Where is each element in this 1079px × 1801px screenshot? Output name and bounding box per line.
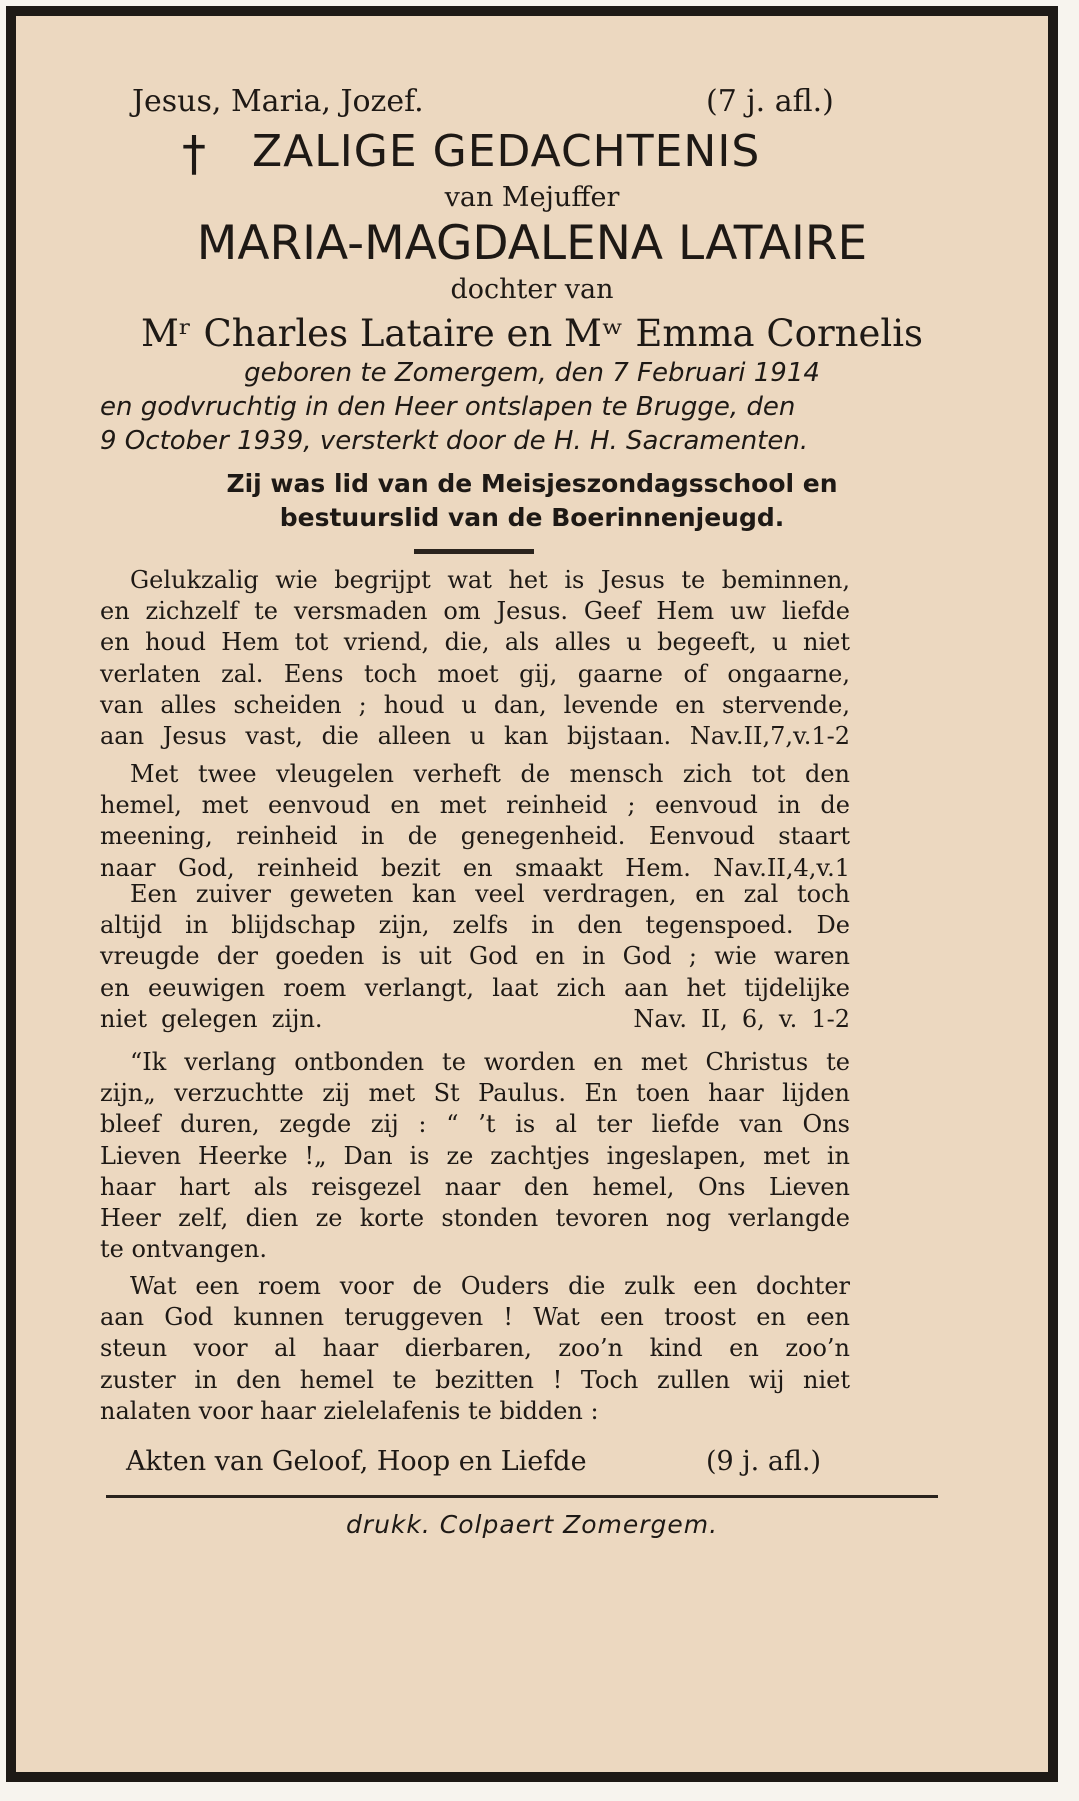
van-mejuffer: van Mejuffer bbox=[444, 182, 620, 213]
paragraph-4-line: “Ik verlang ontbonden te worden en met Christus te bbox=[130, 1048, 850, 1076]
bio-line-2: en godvruchtig in den Heer ontslapen te Brugge, den bbox=[100, 392, 796, 422]
invocation: Jesus, Maria, Jozef. bbox=[132, 84, 424, 119]
cross-icon: † bbox=[182, 126, 206, 182]
paragraph-4-line: zijn„ verzuchtte zij met St Paulus. En toen haar lijden bbox=[100, 1079, 850, 1108]
paragraph-1-line: verlaten zal. Eens toch moet gij, gaarne of ongaarne, bbox=[100, 659, 850, 688]
paragraph-1-line: en zichzelf te versmaden om Jesus. Geef Hem uw liefde bbox=[100, 597, 850, 626]
paragraph-4-line: haar hart als reisgezel naar den hemel, Ons Lieven bbox=[100, 1172, 850, 1201]
paragraph-2-line: Met twee vleugelen verheft de mensch zich tot den bbox=[130, 760, 850, 788]
paragraph-4-line: Lieven Heerke !„ Dan is ze zachtjes ingeslapen, met in bbox=[100, 1141, 850, 1170]
heading: ZALIGE GEDACHTENIS bbox=[252, 126, 761, 177]
paragraph-3-line: Een zuiver geweten kan veel verdragen, en zal toch bbox=[130, 880, 850, 908]
indulgence-bottom: (9 j. afl.) bbox=[706, 1446, 822, 1477]
paragraph-2-line: hemel, met eenvoud en met reinheid ; eenvoud in de bbox=[100, 791, 850, 820]
paragraph-5-line: Wat een roem voor de Ouders die zulk een dochter bbox=[130, 1272, 850, 1300]
paragraph-3-line: niet gelegen zijn. Nav. II, 6, v. 1-2 bbox=[100, 1004, 850, 1033]
paragraph-1-line: aan Jesus vast, die alleen u kan bijstaan. Nav.II,7,v.1-2 bbox=[100, 722, 850, 750]
memorial-card bbox=[6, 6, 1058, 1782]
paragraph-5-line: zuster in den hemel te bezitten ! Toch zullen wij niet bbox=[100, 1365, 850, 1394]
membership-line-1: Zij was lid van de Meisjeszondagsschool en bbox=[226, 469, 838, 498]
deceased-name: MARIA-MAGDALENA LATAIRE bbox=[196, 216, 868, 271]
paragraph-5-line: steun voor al haar dierbaren, zoo’n kind en zoo’n bbox=[100, 1334, 850, 1363]
paragraph-5-line: aan God kunnen teruggeven ! Wat een troost en een bbox=[100, 1303, 850, 1332]
separator-long bbox=[106, 1495, 938, 1498]
parents: Mʳ Charles Lataire en Mʷ Emma Cornelis bbox=[140, 312, 924, 355]
paragraph-4-line: Heer zelf, dien ze korte stonden tevoren nog verlangde bbox=[100, 1204, 850, 1232]
separator-short bbox=[414, 549, 534, 554]
paragraph-2-line: naar God, reinheid bezit en smaakt Hem. Nav.II,4,v.1 bbox=[100, 853, 850, 882]
paragraph-4-line: te ontvangen. bbox=[100, 1235, 268, 1264]
printer: drukk. Colpaert Zomergem. bbox=[345, 1510, 719, 1539]
paragraph-4-line: bleef duren, zegde zij : “ ’t is al ter liefde van Ons bbox=[100, 1110, 850, 1139]
bio-line-1: geboren te Zomergem, den 7 Februari 1914 bbox=[244, 358, 820, 388]
paragraph-5-line: nalaten voor haar zielelafenis te bidden : bbox=[100, 1396, 599, 1425]
membership-line-2: bestuurslid van de Boerinnenjeugd. bbox=[279, 503, 785, 532]
paragraph-1-line: Gelukzalig wie begrijpt wat het is Jesus te beminnen, bbox=[130, 566, 850, 594]
indulgence-top: (7 j. afl.) bbox=[706, 84, 834, 119]
paragraph-1-line: van alles scheiden ; houd u dan, levende en stervende, bbox=[100, 690, 850, 719]
paragraph-3-line: en eeuwigen roem verlangt, laat zich aan het tijdelijke bbox=[100, 973, 850, 1002]
paragraph-3-line: altijd in blijdschap zijn, zelfs in den tegenspoed. De bbox=[100, 911, 850, 940]
paragraph-2-line: meening, reinheid in de genegenheid. Eenvoud staart bbox=[100, 822, 850, 851]
closing-prayer: Akten van Geloof, Hoop en Liefde bbox=[126, 1446, 587, 1477]
dochter-van: dochter van bbox=[450, 274, 614, 305]
bio-line-3: 9 October 1939, versterkt door de H. H. Sacramenten. bbox=[100, 426, 809, 456]
paragraph-3-line: vreugde der goeden is uit God en in God ; wie waren bbox=[100, 942, 850, 971]
card-content bbox=[16, 16, 1048, 1772]
paragraph-1-line: en houd Hem tot vriend, die, als alles u begeeft, u niet bbox=[100, 628, 850, 657]
